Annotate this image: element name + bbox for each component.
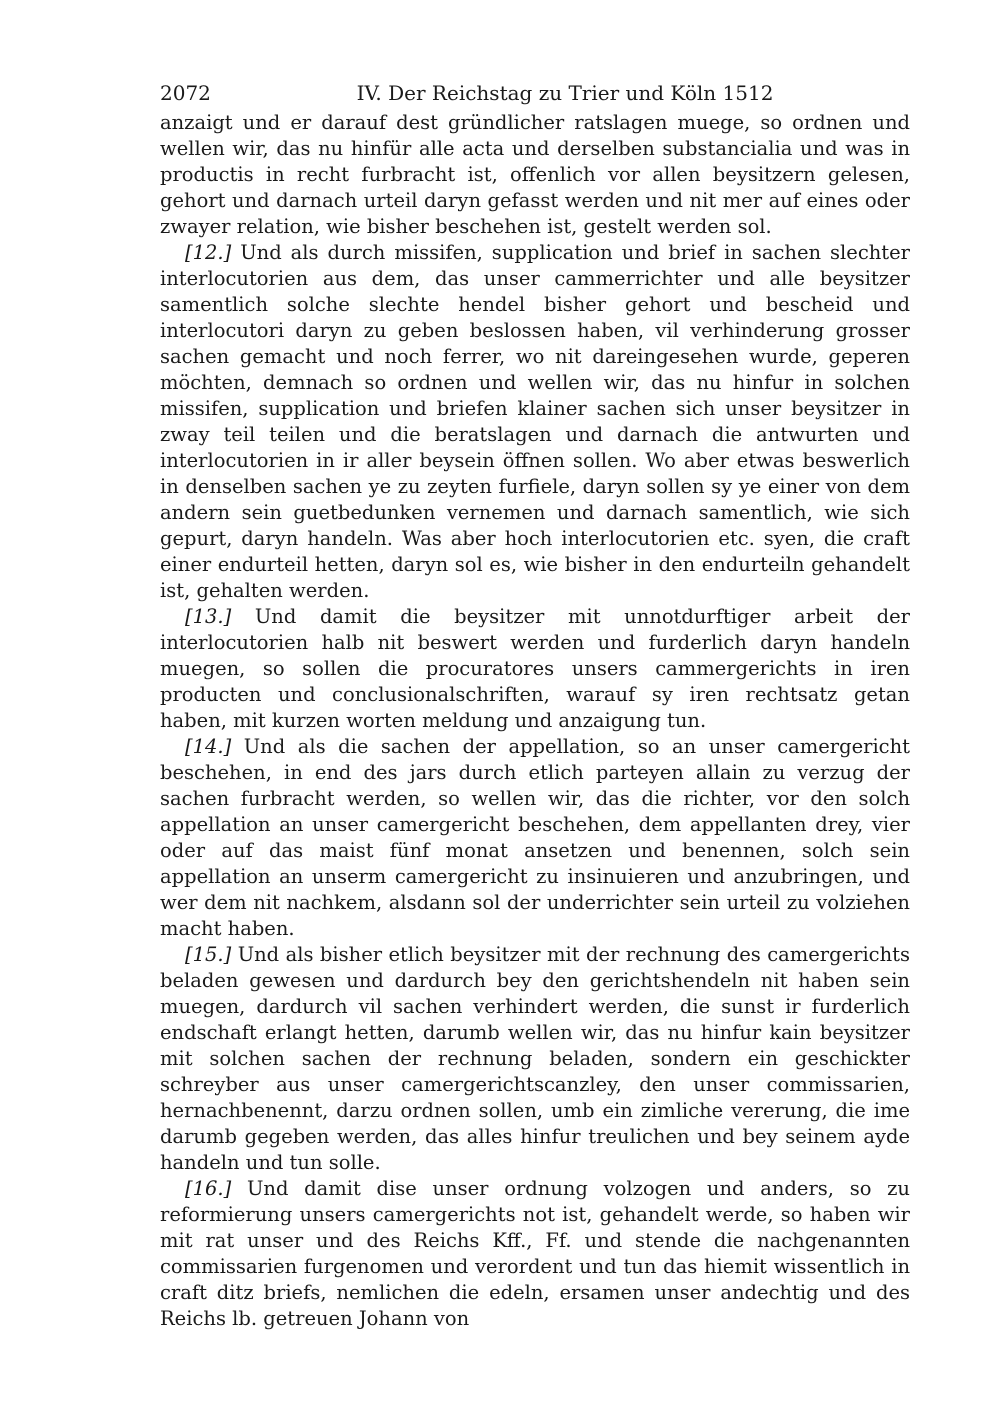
paragraph-14: [160, 734, 910, 942]
paragraph-text: Und damit dise unser ordnung volzogen und anders, so zu reformierung unsers camergerichts not ist, gehandelt werde, so haben wir mit rat unser und des Reichs Kff., Ff. und stende die nachgenannten commissarien furgenomen und verordent und tun das hiemit wissentlich in craft ditz briefs, nemlichen die edeln, ersamen unser andechtig und des Reichs lb. getreuen Johann von: [160, 1177, 910, 1330]
running-title: IV. Der Reichstag zu Trier und Köln 1512: [356, 81, 774, 105]
paragraph-12: [160, 240, 910, 604]
paragraph-text: Und als durch missifen, supplication und brief in sachen slechter interlocutorien aus dem, das unser cammerrichter und alle beysitzer samentlich solche slechte hendel bisher gehort und bescheid und interlocutori daryn zu geben beslossen haben, vil verhinderung grosser sachen gemacht und noch ferrer, wo nit dareingesehen wurde, geperen möchten, demnach so ordnen und wellen wir, das nu hinfur in solchen missifen, supplication und briefen klainer sachen sich unser beysitzer in zway teil teilen und die beratslagen und darnach die antwurten und interlocutorien in ir aller beysein öffnen sollen. Wo aber etwas beswerlich in denselben sachen ye zu zeyten furfiele, daryn sollen sy ye einer von dem andern sein guetbedunken vernemen und darnach samentlich, wie sich gepurt, daryn handeln. Was aber hoch interlocutorien etc. syen, die craft einer endurteil hetten, daryn sol es, wie bisher in den endurteiln gehandelt ist, gehalten werden.: [160, 241, 910, 602]
page-number: 2072: [160, 81, 211, 105]
body-text: [160, 110, 910, 1332]
book-page: [160, 78, 910, 1332]
paragraph-text: anzaigt und er darauf dest gründlicher ratslagen muege, so ordnen und wellen wir, das nu hinfür alle acta und derselben substancialia und was in productis in recht furbracht ist, offenlich vor allen beysitzern gelesen, gehort und darnach urteil daryn gefasst werden und nit mer auf eines oder zwayer relation, wie bisher beschehen ist, gestelt werden sol.: [160, 111, 910, 238]
paragraph-13: [160, 604, 910, 734]
paragraph-number: [15.]: [185, 943, 232, 966]
paragraph-continuation: [160, 110, 910, 240]
paragraph-number: [16.]: [185, 1177, 232, 1200]
paragraph-number: [12.]: [185, 241, 232, 264]
paragraph-text: Und als bisher etlich beysitzer mit der rechnung des camergerichts beladen gewesen und dardurch bey den gerichtshendeln nit haben sein muegen, dardurch vil sachen verhindert werden, die sunst ir furderlich endschaft erlangt hetten, darumb wellen wir, das nu hinfur kain beysitzer mit solchen sachen der rechnung beladen, sondern ein geschickter schreyber aus unser camergerichtscanzley, den unser commissarien, hernachbenennt, darzu ordnen sollen, umb ein zimliche vererung, die ime darumb gegeben werden, das alles hinfur treulichen und bey seinem ayde handeln und tun solle.: [160, 943, 910, 1174]
paragraph-number: [13.]: [185, 605, 232, 628]
paragraph-text: Und damit die beysitzer mit unnotdurftiger arbeit der interlocutorien halb nit beswert werden und furderlich daryn handeln muegen, so sollen die procuratores unsers cammergerichts in iren producten und conclusionalschriften, warauf sy iren rechtsatz getan haben, mit kurzen worten meldung und anzaigung tun.: [160, 605, 910, 732]
paragraph-number: [14.]: [185, 735, 232, 758]
paragraph-15: [160, 942, 910, 1176]
running-head: [160, 78, 910, 108]
paragraph-16: [160, 1176, 910, 1332]
paragraph-text: Und als die sachen der appellation, so an unser camergericht beschehen, in end des jars durch etlich parteyen allain zu verzug der sachen furbracht werden, so wellen wir, das die richter, vor den solch appellation an unser camergericht beschehen, dem appellanten drey, vier oder auf das maist fünf monat ansetzen und benennen, solch sein appellation an unserm camergericht zu insinuieren und anzubringen, und wer dem nit nachkem, alsdann sol der underrichter sein urteil zu volziehen macht haben.: [160, 735, 910, 940]
